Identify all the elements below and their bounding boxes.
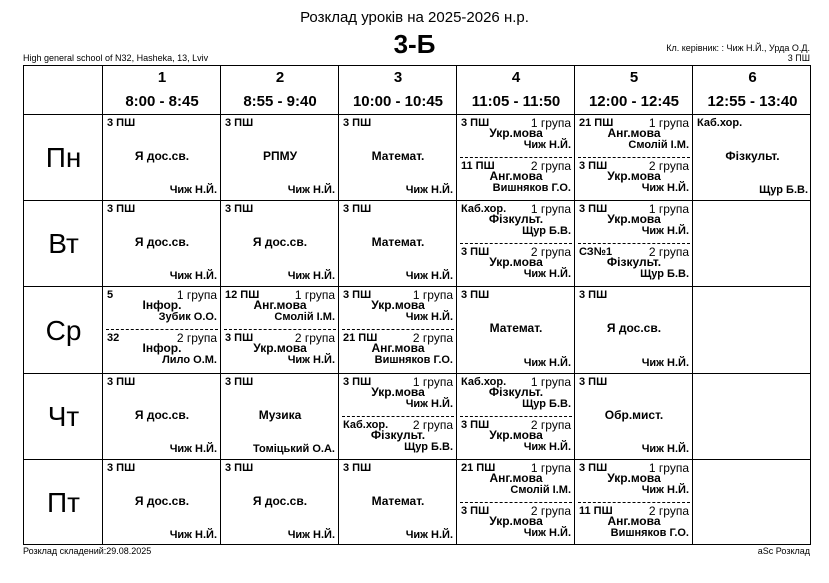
lesson-cell-group[interactable] — [339, 374, 457, 417]
lesson-cell[interactable] — [221, 115, 339, 200]
lesson-teacher: Чиж Н.Й. — [523, 441, 571, 453]
lesson-teacher: Чиж Н.Й. — [287, 184, 335, 196]
lesson-room: 3 ПШ — [343, 462, 372, 474]
lesson-cell[interactable] — [575, 287, 693, 373]
lesson-cell[interactable] — [575, 374, 693, 459]
lesson-room: 11 ПШ — [579, 505, 613, 517]
lesson-subject: Математ. — [371, 235, 425, 249]
lesson-teacher: Чиж Н.Й. — [641, 443, 689, 455]
lesson-cell[interactable] — [103, 201, 221, 286]
lesson-cell-group[interactable] — [221, 287, 339, 330]
lesson-room: 3 ПШ — [107, 117, 136, 129]
lesson-teacher: Смолій І.М. — [628, 139, 689, 151]
lesson-teacher: Чиж Н.Й. — [287, 529, 335, 541]
lesson-cell[interactable] — [103, 460, 221, 545]
period-number: 6 — [748, 69, 757, 86]
lesson-teacher: Чиж Н.Й. — [405, 529, 453, 541]
lesson-room: 3 ПШ — [579, 289, 608, 301]
lesson-teacher: Смолій І.М. — [510, 484, 571, 496]
class-teacher-info — [666, 43, 810, 63]
class-teacher-line: Кл. керівник: : Чиж Н.Й., Урда О.Д. — [666, 43, 810, 53]
class-name: 3-Б — [393, 29, 436, 59]
lesson-subject: Укр.мова — [489, 126, 543, 140]
lesson-subject: Фізкульт. — [725, 149, 780, 163]
lesson-subject: Я дос.св. — [252, 235, 308, 249]
period-number: 4 — [511, 69, 521, 86]
lesson-room: 3 ПШ — [579, 376, 608, 388]
lesson-cell[interactable] — [693, 115, 812, 200]
period-time: 12:00 - 12:45 — [588, 93, 680, 110]
lesson-subject: Я дос.св. — [134, 149, 190, 163]
lesson-subject: Укр.мова — [371, 385, 425, 399]
period-header — [339, 66, 457, 115]
lesson-group: 2 група — [530, 245, 571, 259]
group-divider — [460, 502, 572, 503]
lesson-cell-group[interactable] — [339, 287, 457, 330]
homeroom-line: 3 ПШ — [787, 53, 810, 63]
group-divider — [460, 416, 572, 417]
lesson-cell-group[interactable] — [103, 330, 221, 374]
period-header — [575, 66, 693, 115]
lesson-group: 1 група — [530, 202, 571, 216]
lesson-subject: Укр.мова — [489, 255, 543, 269]
lesson-room: 3 ПШ — [107, 203, 136, 215]
lesson-cell[interactable] — [103, 115, 221, 200]
lesson-group: 2 група — [530, 418, 571, 432]
lesson-group: 1 група — [176, 288, 217, 302]
lesson-teacher: Щур Б.В. — [759, 184, 808, 196]
lesson-subject: Укр.мова — [489, 428, 543, 442]
period-number: 3 — [393, 69, 403, 86]
period-time: 10:00 - 10:45 — [352, 93, 444, 110]
period-number: 1 — [157, 69, 167, 86]
group-divider — [460, 157, 572, 158]
lesson-cell[interactable] — [339, 201, 457, 286]
lesson-teacher: Чиж Н.Й. — [169, 529, 217, 541]
lesson-subject: Я дос.св. — [134, 408, 190, 422]
lesson-subject: Фізкульт. — [606, 255, 662, 269]
lesson-subject: Обр.мист. — [604, 408, 664, 422]
period-header — [693, 66, 812, 115]
lesson-group: 2 група — [530, 504, 571, 518]
lesson-teacher: Чиж Н.Й. — [405, 270, 453, 282]
period-number: 5 — [629, 69, 639, 86]
lesson-cell-group[interactable] — [457, 460, 575, 503]
lesson-cell-group[interactable] — [575, 158, 693, 201]
lesson-subject: Анг.мова — [489, 169, 543, 183]
lesson-teacher: Томіцький О.А. — [252, 443, 335, 455]
lesson-room: Каб.хор. — [461, 203, 507, 215]
lesson-teacher: Чиж Н.Й. — [287, 354, 335, 366]
lesson-group: 1 група — [648, 461, 689, 475]
lesson-teacher: Чиж Н.Й. — [405, 311, 453, 323]
lesson-cell-group[interactable] — [575, 244, 693, 287]
lesson-group: 2 група — [412, 331, 453, 345]
lesson-group: 2 група — [530, 159, 571, 173]
lesson-group: 1 група — [294, 288, 335, 302]
lesson-room: 3 ПШ — [343, 117, 372, 129]
period-time: 8:55 - 9:40 — [243, 93, 317, 110]
lesson-group: 2 група — [648, 245, 689, 259]
group-divider — [106, 329, 218, 330]
lesson-cell-group[interactable] — [457, 158, 575, 201]
lesson-cell[interactable] — [339, 460, 457, 545]
lesson-room: 21 ПШ — [461, 462, 496, 474]
day-label: Вт — [48, 228, 79, 259]
lesson-cell-group[interactable] — [221, 330, 339, 374]
lesson-room: 3 ПШ — [461, 419, 490, 431]
period-number: 2 — [275, 69, 285, 86]
lesson-subject: Я дос.св. — [134, 494, 190, 508]
page-title: Розклад уроків на 2025-2026 н.р. — [300, 9, 529, 26]
created-date: Розклад складений:29.08.2025 — [23, 546, 152, 556]
lesson-subject: Музика — [258, 408, 302, 422]
lesson-teacher: Чиж Н.Й. — [523, 357, 571, 369]
lesson-room: 3 ПШ — [107, 376, 136, 388]
lesson-subject: Математ. — [371, 149, 425, 163]
lesson-teacher: Щур Б.В. — [522, 398, 571, 410]
lesson-subject: Анг.мова — [607, 126, 661, 140]
lesson-subject: РПМУ — [262, 149, 298, 163]
lesson-cell-group[interactable] — [339, 417, 457, 460]
lesson-room: 21 ПШ — [343, 332, 378, 344]
period-header — [221, 66, 339, 115]
lesson-cell[interactable] — [221, 374, 339, 459]
timetable-grid — [23, 65, 811, 545]
lesson-room: 3 ПШ — [461, 289, 490, 301]
lesson-subject: Укр.мова — [253, 341, 307, 355]
lesson-group: 1 група — [530, 375, 571, 389]
lesson-room: 11 ПШ — [461, 160, 495, 172]
lesson-room: 3 ПШ — [579, 462, 608, 474]
group-divider — [460, 243, 572, 244]
lesson-room: 32 — [107, 332, 120, 344]
lesson-group: 2 група — [294, 331, 335, 345]
lesson-cell-group[interactable] — [339, 330, 457, 374]
lesson-teacher: Чиж Н.Й. — [169, 270, 217, 282]
period-header — [457, 66, 575, 115]
lesson-subject: Математ. — [371, 494, 425, 508]
lesson-teacher: Чиж Н.Й. — [405, 184, 453, 196]
lesson-cell[interactable] — [339, 115, 457, 200]
lesson-subject: Анг.мова — [489, 471, 543, 485]
lesson-subject: Інфор. — [142, 298, 182, 312]
lesson-subject: Фізкульт. — [370, 428, 426, 442]
lesson-room: 3 ПШ — [225, 332, 254, 344]
lesson-subject: Укр.мова — [607, 212, 661, 226]
lesson-subject: Я дос.св. — [252, 494, 308, 508]
lesson-subject: Анг.мова — [371, 341, 425, 355]
lesson-group: 1 група — [412, 288, 453, 302]
lesson-subject: Укр.мова — [371, 298, 425, 312]
lesson-cell[interactable] — [103, 374, 221, 459]
school-name: High general school of N32, Hasheka, 13, Lviv — [23, 53, 209, 63]
lesson-group: 1 група — [648, 116, 689, 130]
day-label: Чт — [47, 401, 80, 432]
lesson-teacher: Чиж Н.Й. — [523, 139, 571, 151]
lesson-teacher: Щур Б.В. — [522, 225, 571, 237]
lesson-teacher: Щур Б.В. — [404, 441, 453, 453]
day-label: Ср — [45, 315, 82, 346]
group-divider — [578, 243, 690, 244]
group-divider — [342, 329, 454, 330]
lesson-room: 3 ПШ — [461, 505, 490, 517]
lesson-cell-group[interactable] — [575, 115, 693, 158]
lesson-subject: Інфор. — [142, 341, 182, 355]
group-divider — [342, 416, 454, 417]
lesson-cell[interactable] — [457, 287, 575, 373]
lesson-teacher: Чиж Н.Й. — [641, 182, 689, 194]
lesson-room: 3 ПШ — [343, 203, 372, 215]
lesson-teacher: Чиж Н.Й. — [641, 357, 689, 369]
lesson-room: 3 ПШ — [107, 462, 136, 474]
lesson-cell-group[interactable] — [457, 244, 575, 287]
lesson-teacher: Чиж Н.Й. — [169, 443, 217, 455]
lesson-teacher: Вишняков Г.О. — [610, 527, 689, 539]
lesson-cell-group[interactable] — [575, 503, 693, 546]
lesson-cell-group[interactable] — [103, 287, 221, 330]
lesson-group: 1 група — [648, 202, 689, 216]
lesson-teacher: Зубик О.О. — [158, 311, 217, 323]
lesson-room: 3 ПШ — [461, 117, 490, 129]
lesson-subject: Анг.мова — [607, 514, 661, 528]
period-time: 12:55 - 13:40 — [707, 93, 798, 110]
lesson-room: 3 ПШ — [579, 160, 608, 172]
lesson-cell-group[interactable] — [457, 115, 575, 158]
lesson-room: 5 — [107, 289, 114, 301]
group-divider — [578, 157, 690, 158]
lesson-teacher: Чиж Н.Й. — [523, 527, 571, 539]
lesson-teacher: Чиж Н.Й. — [641, 484, 689, 496]
lesson-room: Каб.хор. — [461, 376, 507, 388]
lesson-subject: Анг.мова — [253, 298, 307, 312]
lesson-subject: Математ. — [489, 321, 543, 335]
lesson-teacher: Чиж Н.Й. — [287, 270, 335, 282]
lesson-teacher: Лило О.М. — [162, 354, 217, 366]
lesson-group: 1 група — [530, 461, 571, 475]
day-label: Пн — [45, 142, 82, 173]
lesson-teacher: Вишняков Г.О. — [492, 182, 571, 194]
period-time: 11:05 - 11:50 — [471, 93, 561, 110]
lesson-cell-group[interactable] — [457, 201, 575, 244]
lesson-subject: Я дос.св. — [134, 235, 190, 249]
lesson-group: 2 група — [412, 418, 453, 432]
lesson-room: Каб.хор. — [697, 117, 743, 129]
lesson-room: Каб.хор. — [343, 419, 389, 431]
lesson-room: 3 ПШ — [461, 246, 490, 258]
lesson-room: СЗ№1 — [579, 246, 613, 258]
lesson-subject: Я дос.св. — [606, 321, 662, 335]
lesson-room: 3 ПШ — [225, 376, 254, 388]
lesson-room: 3 ПШ — [225, 462, 254, 474]
lesson-subject: Укр.мова — [607, 471, 661, 485]
lesson-room: 3 ПШ — [343, 289, 372, 301]
lesson-group: 2 група — [176, 331, 217, 345]
lesson-cell-group[interactable] — [457, 417, 575, 460]
lesson-group: 1 група — [412, 375, 453, 389]
lesson-teacher: Чиж Н.Й. — [405, 398, 453, 410]
lesson-teacher: Смолій І.М. — [274, 311, 335, 323]
lesson-cell-group[interactable] — [457, 374, 575, 417]
lesson-room: 3 ПШ — [225, 203, 254, 215]
lesson-cell[interactable] — [221, 201, 339, 286]
lesson-teacher: Щур Б.В. — [640, 268, 689, 280]
lesson-room: 12 ПШ — [225, 289, 260, 301]
lesson-subject: Фізкульт. — [488, 385, 544, 399]
lesson-teacher: Чиж Н.Й. — [641, 225, 689, 237]
brand-label: aSc Розклад — [757, 546, 810, 556]
lesson-room: 3 ПШ — [343, 376, 372, 388]
lesson-subject: Укр.мова — [489, 514, 543, 528]
lesson-group: 2 група — [648, 504, 689, 518]
group-divider — [224, 329, 336, 330]
lesson-cell-group[interactable] — [575, 460, 693, 503]
day-label: Пт — [47, 487, 80, 518]
lesson-teacher: Чиж Н.Й. — [523, 268, 571, 280]
lesson-subject: Фізкульт. — [488, 212, 544, 226]
lesson-group: 2 група — [648, 159, 689, 173]
lesson-subject: Укр.мова — [607, 169, 661, 183]
period-time: 8:00 - 8:45 — [125, 93, 199, 110]
group-divider — [578, 502, 690, 503]
lesson-room: 3 ПШ — [579, 203, 608, 215]
lesson-cell[interactable] — [221, 460, 339, 545]
lesson-room: 21 ПШ — [579, 117, 614, 129]
lesson-group: 1 група — [530, 116, 571, 130]
lesson-teacher: Вишняков Г.О. — [374, 354, 453, 366]
lesson-cell-group[interactable] — [457, 503, 575, 546]
lesson-cell-group[interactable] — [575, 201, 693, 244]
period-header — [103, 66, 221, 115]
lesson-room: 3 ПШ — [225, 117, 254, 129]
lesson-teacher: Чиж Н.Й. — [169, 184, 217, 196]
